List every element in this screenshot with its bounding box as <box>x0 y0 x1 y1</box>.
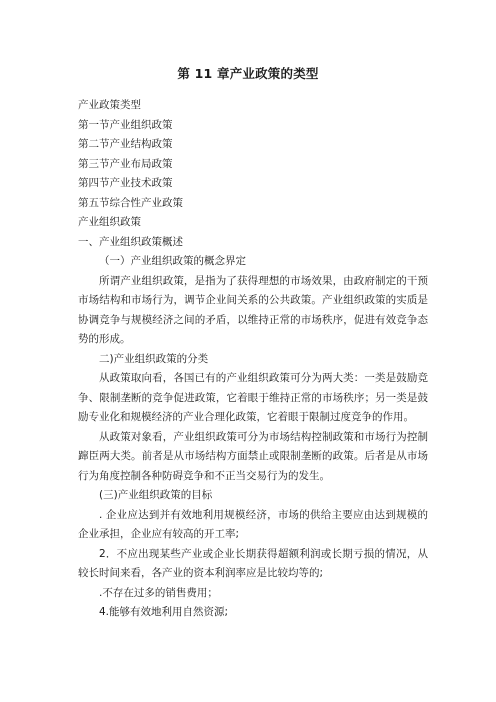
goal-item-3: .不存在过多的销售费用； <box>99 586 218 599</box>
goal-item-4: 4.能够有效地利用自然资源; <box>99 606 229 618</box>
heading-policy-types: 产业政策类型 <box>78 99 141 111</box>
goals-heading: (三)产业组织政策的目标 <box>99 489 213 501</box>
toc-item-4: 第四节产业技术政策 <box>78 177 173 189</box>
document-body <box>78 96 428 623</box>
toc-item-2: 第二节产业结构政策 <box>78 138 173 150</box>
body-paragraph-orientation: 从政策取向看，各国已有的产业组织政策可分为两大类：一类是鼓励竞争、限制垄断的竞争促进政策，它着眼于维持正常的市场秩序；另一类是鼓励专业化和规模经济的产业合理化政策，它着眼于限制过度竞争的作用。 <box>78 372 428 423</box>
goal-item-1: . 企业应达到并有效地利用规模经济，市场的供给主要应由达到规模的企业承担，企业应有较高的开工率; <box>78 508 428 540</box>
classification-heading: 二)产业组织政策的分类 <box>99 352 209 365</box>
body-paragraph-object: 从政策对象看，产业组织政策可分为市场结构控制政策和市场行为控制蹿臣两大类。前者是从市场结构方面禁止或限制垄断的政策。后者是从市场行为角度控制各种防碍竞争和不正当交易行为的发生。 <box>78 430 428 482</box>
toc-item-3: 第三节产业布局政策 <box>78 157 173 170</box>
toc-item-5: 第五节综合性产业政策 <box>78 196 183 209</box>
body-paragraph-definition: 所谓产业组织政策，是指为了获得理想的市场效果，由政府制定的干预市场结构和市场行为，调节企业间关系的公共政策。产业组织政策的实质是协调竞争与规模经济之间的矛盾，以维持正常的市场秩序，促进有效竞争态势的形成。 <box>78 274 428 345</box>
subsection-heading: 一、产业组织政策概述 <box>78 235 183 248</box>
concept-heading: （一）产业组织政策的概念界定 <box>99 255 246 267</box>
page-title: 第 11 章产业政策的类型 <box>177 66 319 81</box>
toc-item-1: 第一节产业组织政策 <box>78 118 173 131</box>
goal-item-2: 2．不应出现某些产业或企业长期获得超额利润或长期亏损的情况，从较长时间来看，各产业的资本利润率应是比较均等的; <box>78 547 428 579</box>
section-heading: 产业组织政策 <box>78 216 141 228</box>
